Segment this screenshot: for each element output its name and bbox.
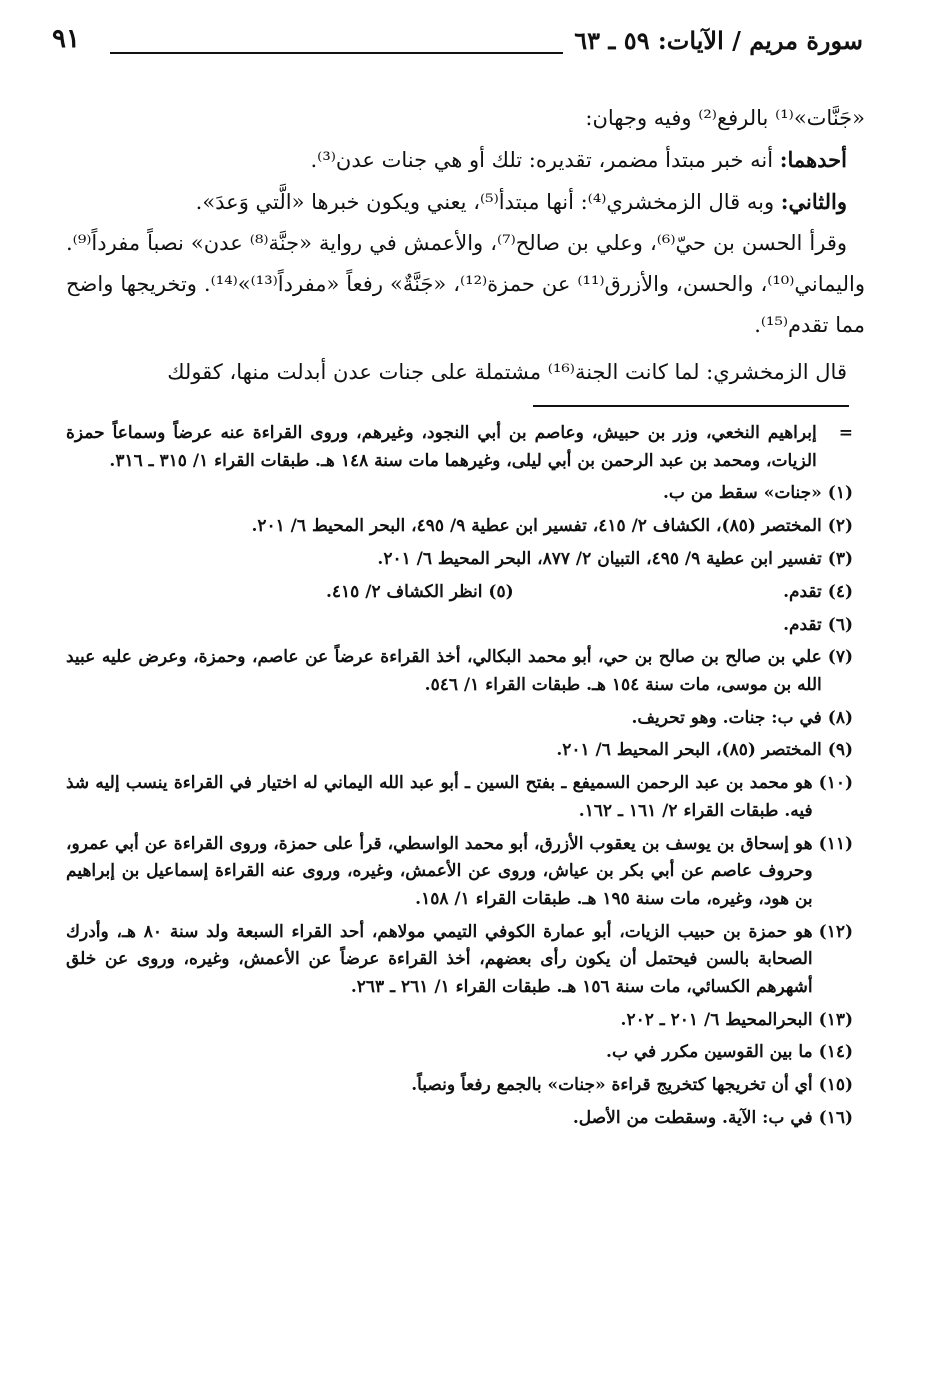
footnote: (١٤) ما بين القوسين مكرر في ب. xyxy=(606,1042,853,1063)
footnote: (٥) انظر الكشاف ٢/ ٤١٥. xyxy=(326,581,514,602)
body-paragraph: «جَنَّات»⁽¹⁾ بالرفع⁽²⁾ وفيه وجهان: xyxy=(585,106,865,130)
body-paragraph: وقرأ الحسن بن حيّ⁽⁶⁾، وعلي بن صالح⁽⁷⁾، والأعمش في رواية «جنَّة⁽⁸⁾ عدن» نصباً مفرداً⁽⁹⁾. واليماني⁽¹⁰⁾، والحسن، والأزرق⁽¹¹⁾ عن حمزة⁽¹²⁾، «جَنَّةٌ» رفعاً «مفرداً⁽¹³⁾»⁽¹⁴⁾. وتخريجها واضح مما تقدم⁽¹⁵⁾. xyxy=(66,231,865,337)
footnote: (٢) المختصر (٨٥)، الكشاف ٢/ ٤١٥، تفسير ابن عطية ٩/ ٤٩٥، البحر المحيط ٦/ ٢٠١. xyxy=(251,516,853,537)
footnote-pair: (٤) تقدم. (٥) انظر الكشاف ٢/ ٤١٥. xyxy=(66,579,853,607)
page-number: ٩١ xyxy=(52,24,80,54)
footnote: (٨) في ب: جنات. وهو تحريف. xyxy=(631,707,853,728)
footnote: (١٠) هو محمد بن عبد الرحمن السميفع ـ بفتح السين ـ أبو عبد الله اليماني له اختيار في القراءة ينسب إليه شذ فيه. طبقات القراء ٢/ ١٦١ ـ ١٦٢. xyxy=(66,773,853,821)
footnote: (١٥) أي أن تخريجها كتخريج قراءة «جنات» بالجمع رفعاً ونصباً. xyxy=(411,1075,853,1096)
footnote: (٩) المختصر (٨٥)، البحر المحيط ٦/ ٢٠١. xyxy=(556,740,853,761)
label-first: أحدهما: xyxy=(779,147,847,172)
footnote: (١٢) هو حمزة بن حبيب الزيات، أبو عمارة الكوفي التيمي مولاهم، أحد القراء السبعة ولد سنة ٨٠ هـ، وأدرك الصحابة بالسن فيحتمل أن يكون رأى بعضهم، أخذ القراءة عرضاً عن الأعمش، وغيره، وروى عن خلق أشهرهم الكسائي، مات سنة ١٥٦ هـ. طبقات القراء ١/ ٢٦١ ـ ٢٦٣. xyxy=(66,921,853,997)
page-header xyxy=(52,22,863,62)
body-paragraph: قال الزمخشري: لما كانت الجنة⁽¹⁶⁾ مشتملة على جنات عدن أبدلت منها، كقولك xyxy=(167,360,847,384)
label-second: والثاني: xyxy=(780,189,847,214)
footnote: (١١) هو إسحاق بن يوسف بن يعقوب الأزرق، أبو محمد الواسطي، قرأ على حمزة، وروى القراءة عن أبي عمرو، وحروف عاصم عن أبي بكر بن عياش، وروى عن الأعمش، وغيره، وروى عنه القراءة إسماعيل بن إبراهيم بن هود، وغيره، مات سنة ١٩٥ هـ. طبقات القراء ١/ ١٥٨. xyxy=(66,833,853,909)
main-text xyxy=(66,98,865,393)
body-paragraph: أحدهما: أنه خبر مبتدأ مضمر، تقديره: تلك أو هي جنات عدن⁽³⁾. xyxy=(310,147,847,172)
header-rule xyxy=(110,52,563,54)
footnotes xyxy=(66,420,853,1138)
footnote: (١) «جنات» سقط من ب. xyxy=(662,483,853,504)
footnote: (٦) تقدم. xyxy=(783,614,853,635)
footnote: (١٣) البحرالمحيط ٦/ ٢٠١ ـ ٢٠٢. xyxy=(620,1009,853,1030)
surah-title: سورة مريم / الآيات: ٥٩ ـ ٦٣ xyxy=(574,26,863,55)
footnote: (١٦) في ب: الآية. وسقطت من الأصل. xyxy=(572,1107,853,1128)
footnote: (٣) تفسير ابن عطية ٩/ ٤٩٥، التبيان ٢/ ٨٧٧، البحر المحيط ٦/ ٢٠١. xyxy=(377,548,853,569)
footnote-separator xyxy=(533,405,849,407)
body-paragraph: والثاني: وبه قال الزمخشري⁽⁴⁾: أنها مبتدأ⁽⁵⁾، يعني ويكون خبرها «الَّتي وَعدَ». xyxy=(195,189,847,214)
footnote: (٧) علي بن صالح بن صالح بن حي، أبو محمد البكالي، أخذ القراءة عرضاً عن عاصم، وحمزة، وعرض عليه عبيد الله بن موسى، مات سنة ١٥٤ هـ. طبقات القراء ١/ ٥٤٦. xyxy=(66,647,853,695)
footnote-continuation: = إبراهيم النخعي، وزر بن حبيش، وعاصم بن أبي النجود، وغيرهم، وروى القراءة عنه عرضاً وسماعاً حمزة الزيات، ومحمد بن عبد الرحمن بن أبي ليلى، وغيرهما مات سنة ١٤٨ هـ. طبقات القراء ١/ ٣١٥ ـ ٣١٦. xyxy=(66,423,853,471)
